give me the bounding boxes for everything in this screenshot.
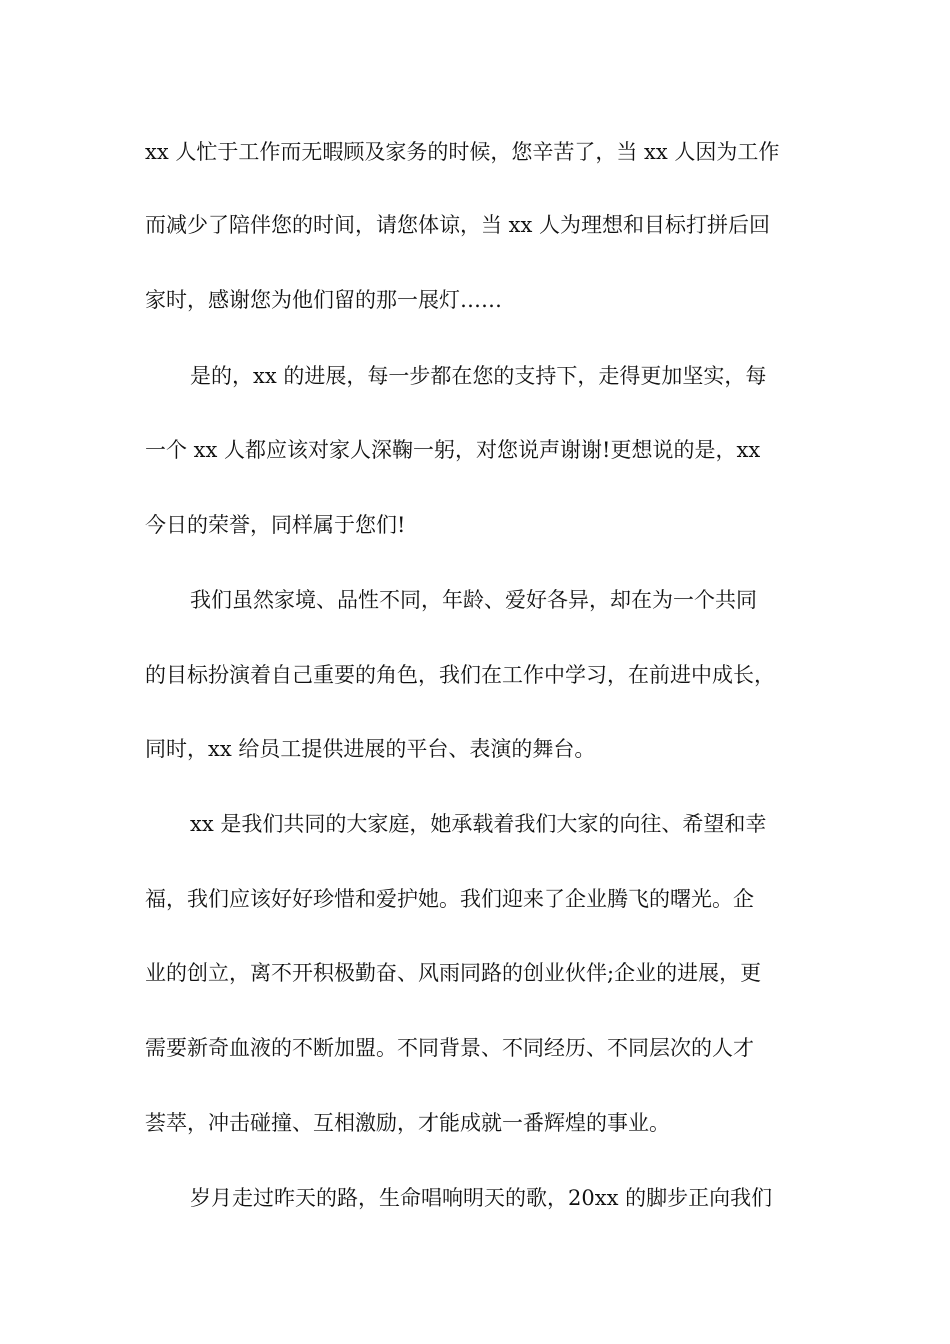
- text-line-9: 同时，xx 给员工提供进展的平台、表演的舞台。: [145, 737, 596, 761]
- text-line-2: 而减少了陪伴您的时间，请您体谅，当 xx 人为理想和目标打拼后回: [145, 213, 771, 237]
- text-line-10: xx 是我们共同的大家庭，她承载着我们大家的向往、希望和幸: [190, 812, 767, 836]
- text-line-5: 一个 xx 人都应该对家人深鞠一躬，对您说声谢谢!更想说的是，xx: [145, 438, 761, 462]
- text-line-15: 岁月走过昨天的路，生命唱响明天的歌，20xx 的脚步正向我们: [190, 1186, 773, 1210]
- text-line-14: 荟萃，冲击碰撞、互相激励，才能成就一番辉煌的事业。: [145, 1111, 670, 1135]
- text-line-1: xx 人忙于工作而无暇顾及家务的时候，您辛苦了，当 xx 人因为工作: [145, 140, 780, 164]
- text-line-6: 今日的荣誉，同样属于您们!: [145, 513, 406, 537]
- text-line-3: 家时，感谢您为他们留的那一展灯……: [145, 288, 502, 312]
- text-line-11: 福，我们应该好好珍惜和爱护她。我们迎来了企业腾飞的曙光。企: [145, 887, 754, 911]
- text-line-4: 是的，xx 的进展，每一步都在您的支持下，走得更加坚实，每: [190, 364, 767, 388]
- text-line-12: 业的创立，离不开积极勤奋、风雨同路的创业伙伴;企业的进展，更: [145, 961, 762, 985]
- text-line-7: 我们虽然家境、品性不同，年龄、爱好各异，却在为一个共同: [190, 588, 757, 612]
- text-line-13: 需要新奇血液的不断加盟。不同背景、不同经历、不同层次的人才: [145, 1036, 754, 1060]
- text-line-8: 的目标扮演着自己重要的角色，我们在工作中学习，在前进中成长，: [145, 663, 775, 687]
